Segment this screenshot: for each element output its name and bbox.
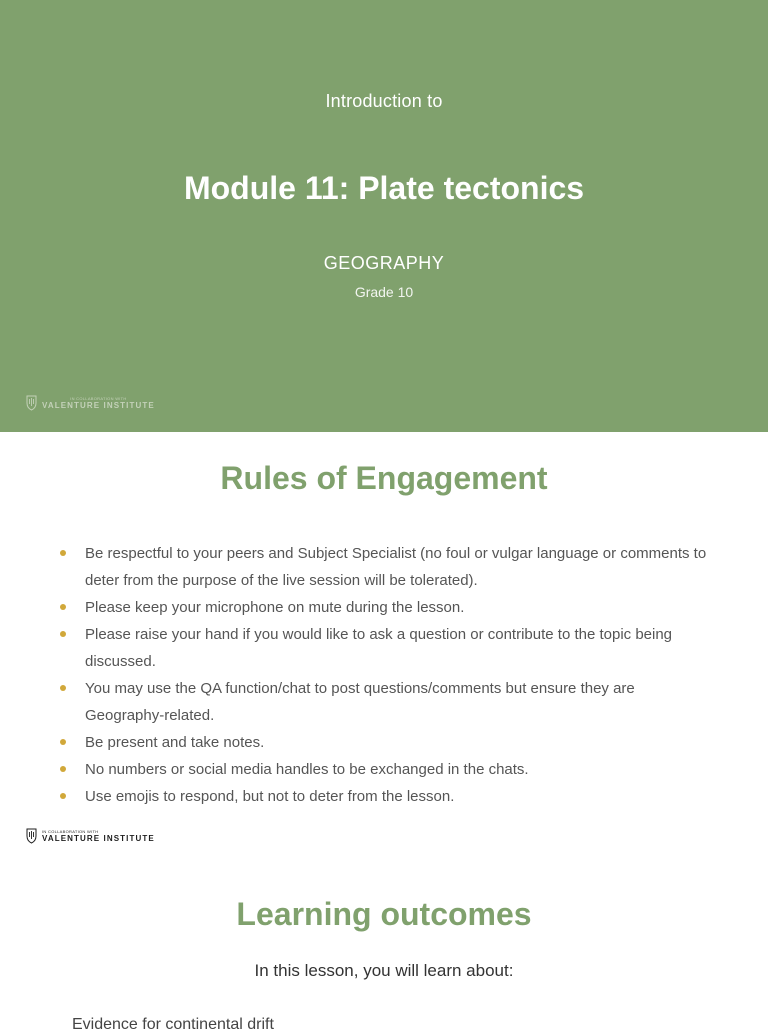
grade-label: Grade 10 bbox=[354, 284, 414, 300]
module-title: Module 11: Plate tectonics bbox=[183, 170, 585, 206]
outcomes-intro: In this lesson, you will learn about: bbox=[254, 961, 514, 980]
bullet-icon bbox=[60, 604, 66, 610]
rules-title: Rules of Engagement bbox=[220, 460, 548, 496]
outcome-item-partial: Evidence for continental drift bbox=[72, 1016, 274, 1033]
logo-tagline: IN COLLABORATION WITH bbox=[42, 828, 99, 834]
logo-name: VALENTURE INSTITUTE bbox=[42, 833, 155, 843]
list-item: Be present and take notes. bbox=[58, 729, 718, 756]
title-slide bbox=[0, 0, 768, 432]
valenture-logo bbox=[26, 828, 155, 844]
logo-name: VALENTURE INSTITUTE bbox=[42, 400, 155, 410]
bullet-icon bbox=[60, 631, 66, 637]
crest-icon bbox=[26, 828, 37, 844]
list-item: Please keep your microphone on mute during the lesson. bbox=[58, 594, 718, 621]
list-item: Use emojis to respond, but not to deter from the lesson. bbox=[58, 783, 718, 810]
rules-slide bbox=[0, 432, 768, 864]
list-item: Be respectful to your peers and Subject Specialist (no foul or vulgar language or comments to deter from the purpose of the live session will be tolerated). bbox=[58, 540, 718, 594]
hero-kicker: Introduction to bbox=[325, 91, 443, 111]
bullet-icon bbox=[60, 550, 66, 556]
crest-icon bbox=[26, 395, 37, 411]
rules-list bbox=[58, 540, 718, 810]
logo-tagline: IN COLLABORATION WITH bbox=[70, 395, 127, 401]
outcomes-title: Learning outcomes bbox=[236, 896, 532, 932]
bullet-icon bbox=[60, 766, 66, 772]
list-item: No numbers or social media handles to be exchanged in the chats. bbox=[58, 756, 718, 783]
bullet-icon bbox=[60, 793, 66, 799]
subject-label: GEOGRAPHY bbox=[323, 253, 445, 273]
bullet-icon bbox=[60, 685, 66, 691]
list-item: You may use the QA function/chat to post questions/comments but ensure they are Geography-related. bbox=[58, 675, 718, 729]
valenture-logo bbox=[26, 395, 155, 411]
bullet-icon bbox=[60, 739, 66, 745]
list-item: Please raise your hand if you would like to ask a question or contribute to the topic being discussed. bbox=[58, 621, 718, 675]
